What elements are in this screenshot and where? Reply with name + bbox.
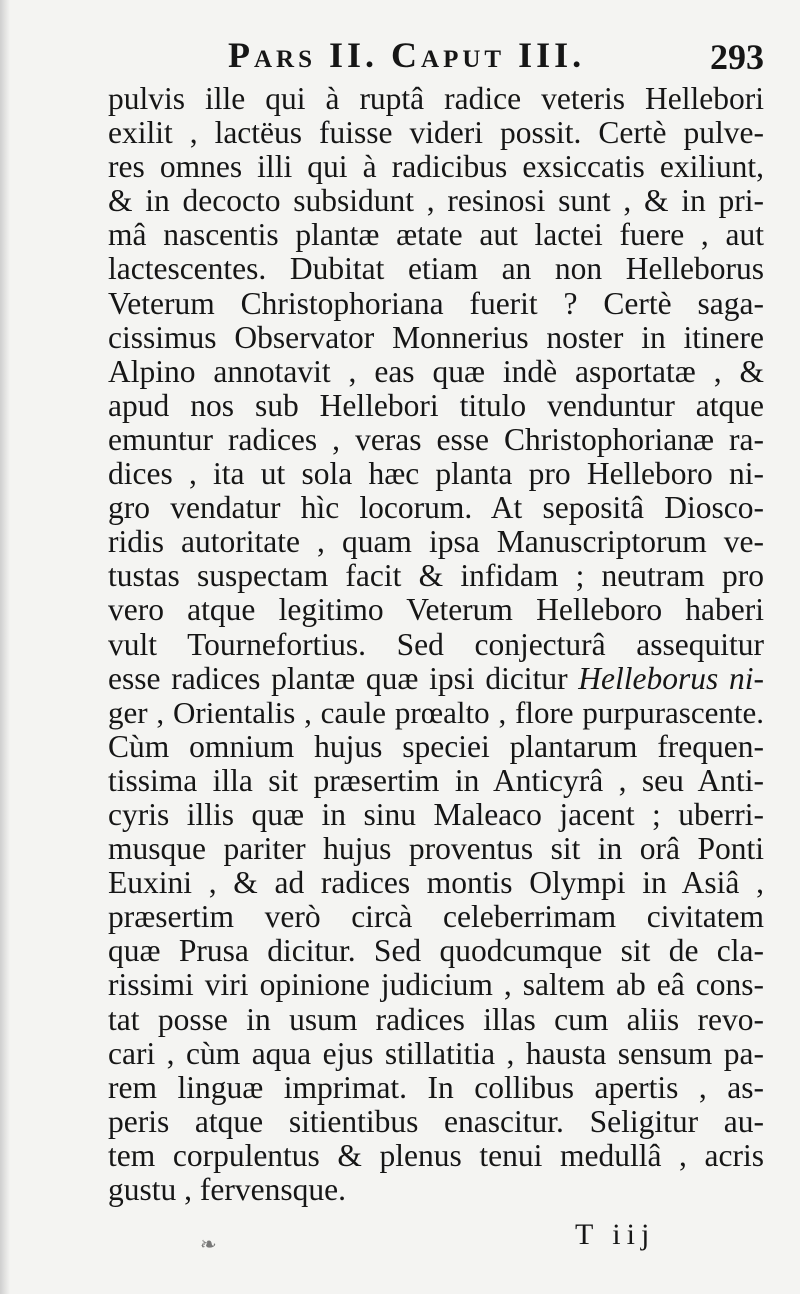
text-line: ridis autoritate , quam ipsa Manuscriptorum ve- xyxy=(108,525,764,560)
text-line: cari , cùm aqua ejus stillatitia , hausta sensum pa- xyxy=(108,1036,764,1071)
text-line: gustu , fervensque. xyxy=(108,1173,346,1207)
running-head-title: Pars II. Caput III. xyxy=(228,35,586,75)
text-line: exilit , lactëus fuisse videri possit. Certè pulve- xyxy=(108,116,764,151)
text-line: mâ nascentis plantæ ætate aut lactei fuere , aut xyxy=(108,218,764,253)
text-line: pulvis ille qui à ruptâ radice veteris Hellebori xyxy=(108,82,764,116)
signature-mark: T iij xyxy=(575,1218,656,1251)
text-line: tustas suspectam facit & infidam ; neutram pro xyxy=(108,559,764,594)
text-line: rissimi viri opinione judicium , saltem ab eâ cons- xyxy=(108,968,764,1003)
body-text xyxy=(108,82,764,1207)
text-line: Cùm omnium hujus speciei plantarum frequen- xyxy=(108,729,764,764)
text-line: dices , ita ut sola hæc planta pro Helleboro ni- xyxy=(108,457,764,492)
running-head xyxy=(108,34,764,84)
text-line: tissima illa sit præsertim in Anticyrâ , seu Anti- xyxy=(108,763,764,798)
printer-ornament: ❧ xyxy=(200,1232,217,1256)
text-line: cissimus Observator Monnerius noster in itinere xyxy=(108,320,764,355)
species-name-italic: Helleborus ni- xyxy=(578,661,764,696)
text-line: tat posse in usum radices illas cum aliis revo- xyxy=(108,1002,764,1037)
text-line: gro vendatur hìc locorum. At sepositâ Diosco- xyxy=(108,491,764,526)
text-line: esse radices plantæ quæ ipsi dicitur Helleborus ni- xyxy=(108,661,764,696)
text-line: Veterum Christophoriana fuerit ? Certè saga- xyxy=(108,286,764,321)
text-line: rem linguæ imprimat. In collibus apertis , as- xyxy=(108,1070,764,1105)
text-line: tem corpulentus & plenus tenui medullâ , acris xyxy=(108,1138,764,1173)
text-line: vero atque legitimo Veterum Helleboro haberi xyxy=(108,593,764,628)
text-line: & in decocto subsidunt , resinosi sunt , & in pri- xyxy=(108,184,764,219)
text-line: præsertim verò circà celeberrimam civitatem xyxy=(108,900,764,935)
text-line: peris atque sitientibus enascitur. Seligitur au- xyxy=(108,1104,764,1139)
text-line: vult Tournefortius. Sed conjecturâ assequitur xyxy=(108,627,764,662)
text-line: musque pariter hujus proventus sit in orâ Ponti xyxy=(108,832,764,867)
text-line: lactescentes. Dubitat etiam an non Helleborus xyxy=(108,252,764,287)
text-line: emuntur radices , veras esse Christophorianæ ra- xyxy=(108,422,764,457)
text-line: apud nos sub Hellebori titulo venduntur atque xyxy=(108,388,764,423)
text-line: Alpino annotavit , eas quæ indè asportatæ , & xyxy=(108,354,764,389)
text-line: Euxini , & ad radices montis Olympi in Asiâ , xyxy=(108,866,764,901)
page-number: 293 xyxy=(710,37,764,77)
text-line-italic: ger , Orientalis , caule prœalto , flore purpurascente. xyxy=(108,695,764,730)
page-gutter-shadow xyxy=(0,0,10,1294)
text-line: cyris illis quæ in sinu Maleaco jacent ; uberri- xyxy=(108,797,764,832)
text-line: quæ Prusa dicitur. Sed quodcumque sit de cla- xyxy=(108,934,764,969)
text-line: res omnes illi qui à radicibus exsiccatis exiliunt, xyxy=(108,150,764,185)
